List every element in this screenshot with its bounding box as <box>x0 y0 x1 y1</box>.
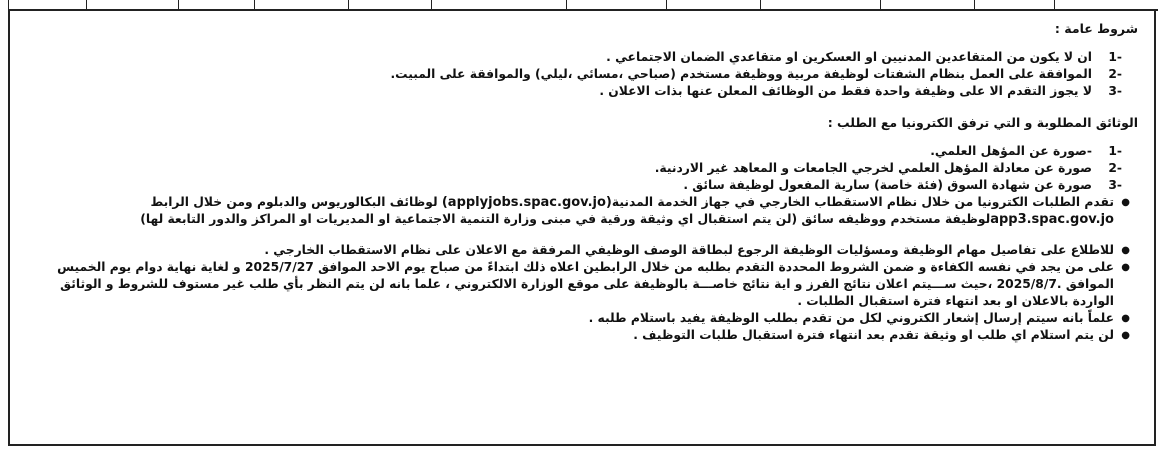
item-number: -1 <box>1108 144 1122 158</box>
item-text: على من يجد في نفسه الكفاءة و ضمن الشروط المحددة التقدم بطلبه من خلال الرابطين اعلاه ذلك ابتداءً من صباح يوم الاحد الموافق 2025/7/27 و لغاية نهاية دوام يوم الخميس الموافق .2025/8/7 ،حيث ســـيتم اعلان نتائج الفرز و اية نتائج خاصـــة بالوظيفة على موقع الوزارة الالكتروني ، علما بانه لن يتم النظر بأي طلب غير مستوف للشروط و الوثائق الواردة بالاعلان او بعد انتهاء فترة استقبال الطلبات . <box>57 260 1114 308</box>
item-text: لن يتم استلام اي طلب او وثيقة تقدم بعد انتهاء فترة استقبال طلبات التوظيف . <box>633 328 1114 342</box>
list-item <box>38 49 1138 66</box>
item-text: -صورة عن المؤهل العلمي. <box>930 144 1092 158</box>
table-cell <box>880 0 974 9</box>
list-item <box>38 66 1138 83</box>
app3-link[interactable]: app3.spac.gov.jo <box>990 212 1114 227</box>
list-item <box>38 242 1138 259</box>
table-cell <box>86 0 178 9</box>
item-text <box>38 194 1114 228</box>
application-text-3: لوظيفة مستخدم ووظيفه سائق (لن يتم استقبال اي وثيقة ورقية في مبنى وزارة التنمية الاجتماعية او المديريات او المراكز والدور التابعة لها) <box>140 212 991 226</box>
table-cell <box>666 0 760 9</box>
list-item <box>38 160 1138 177</box>
item-text: لا يجوز التقدم الا على وظيفة واحدة فقط من الوظائف المعلن عنها بذات الاعلان . <box>599 84 1092 98</box>
general-terms-heading: شروط عامة : <box>1054 21 1138 36</box>
list-item <box>38 177 1138 194</box>
item-text: للاطلاع على تفاصيل مهام الوظيفة ومسؤليات الوظيفة الرجوع لبطاقة الوصف الوظيفي المرفقة مع الاعلان على نظام الاستقطاب الخارجي . <box>264 243 1114 257</box>
applyjobs-link[interactable]: (applyjobs.spac.gov.jo) <box>441 195 612 210</box>
bullet-icon: ● <box>1121 245 1130 256</box>
list-item <box>38 143 1138 160</box>
bullet-icon: ● <box>1121 197 1130 208</box>
item-number: -1 <box>1108 50 1122 64</box>
item-text: علماً بانه سيتم إرسال إشعار الكتروني لكل من تقدم بطلب الوظيفة يفيد باستلام طلبه . <box>588 311 1114 325</box>
bullet-icon: ● <box>1121 330 1130 341</box>
bullet-icon: ● <box>1121 262 1130 273</box>
table-cell <box>8 0 86 9</box>
item-text: صورة عن معادلة المؤهل العلمي لخرجي الجامعات و المعاهد غير الاردنية. <box>654 161 1092 175</box>
item-text: صورة عن شهادة السوق (فئة خاصة) سارية المفعول لوظيفة سائق . <box>683 178 1092 192</box>
list-item <box>38 194 1138 228</box>
documents-list <box>38 143 1138 194</box>
documents-heading: الوثائق المطلوبة و التي ترفق الكترونيا مع الطلب : <box>827 115 1138 130</box>
item-text: الموافقة على العمل بنظام الشفتات لوظيفة مربية ووظيفة مستخدم (صباحي ،مسائي ،ليلي) والموافقة على المبيت. <box>390 67 1092 81</box>
item-number: -2 <box>1108 67 1122 81</box>
item-text: ان لا يكون من المتقاعدين المدنيين او العسكرين او متقاعدي الضمان الاجتماعي . <box>606 50 1092 64</box>
table-cell <box>431 0 567 9</box>
list-item <box>38 83 1138 100</box>
application-text-2: لوظائف البكالوريوس والدبلوم ومن خلال الرابط <box>150 195 438 209</box>
list-item <box>38 310 1138 327</box>
table-cell <box>974 0 1054 9</box>
bullet-icon: ● <box>1121 313 1130 324</box>
table-cell <box>1054 0 1158 9</box>
announcement-content <box>38 20 1138 344</box>
notes-list <box>38 194 1138 344</box>
item-number: -3 <box>1108 178 1122 192</box>
list-item <box>38 259 1138 310</box>
table-cell <box>254 0 348 9</box>
table-cell <box>178 0 254 9</box>
table-cell <box>566 0 666 9</box>
application-text: تقدم الطلبات الكترونيا من خلال نظام الاستقطاب الخارجي في جهاز الخدمة المدنية <box>611 195 1114 209</box>
list-item <box>38 327 1138 344</box>
table-cell <box>348 0 430 9</box>
table-cell <box>760 0 880 9</box>
item-number: -2 <box>1108 161 1122 175</box>
general-terms-list <box>38 49 1138 100</box>
item-number: -3 <box>1108 84 1122 98</box>
